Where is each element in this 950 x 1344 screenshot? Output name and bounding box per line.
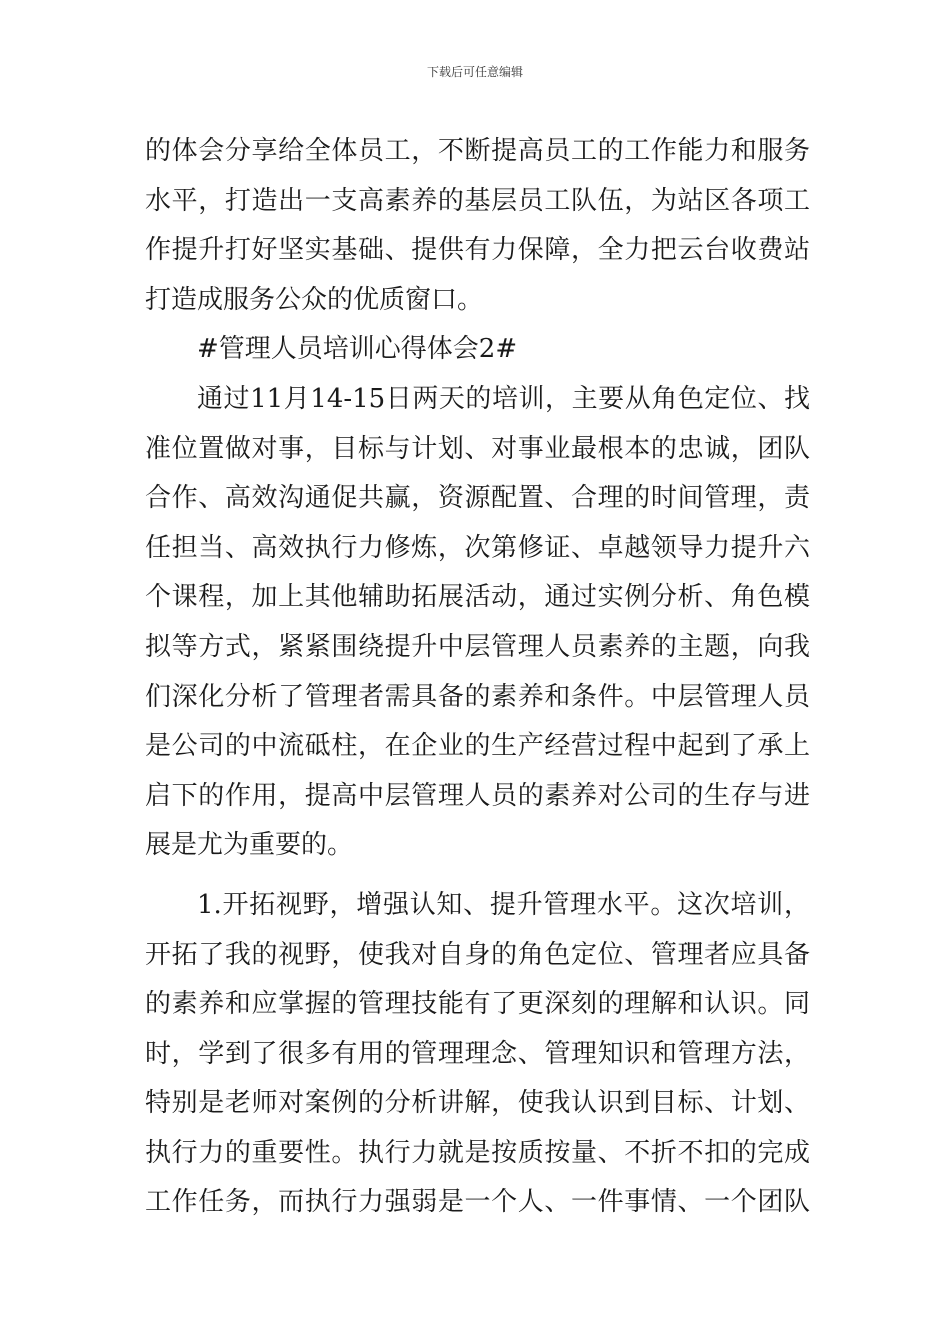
text-line: 启下的作用，提高中层管理人员的素养对公司的生存与进 xyxy=(145,780,810,811)
text-line: 1.开拓视野，增强认知、提升管理水平。这次培训， xyxy=(197,889,810,920)
text-line: 开拓了我的视野，使我对自身的角色定位、管理者应具备 xyxy=(145,939,810,970)
text-line: 作提升打好坚实基础、提供有力保障，全力把云台收费站 xyxy=(145,235,810,266)
text-line: 的素养和应掌握的管理技能有了更深刻的理解和认识。同 xyxy=(145,989,810,1020)
text-line: 执行力的重要性。执行力就是按质按量、不折不扣的完成 xyxy=(145,1137,810,1168)
document-body xyxy=(145,127,810,1228)
text-line: 拟等方式，紧紧围绕提升中层管理人员素养的主题，向我 xyxy=(145,631,810,662)
text-line: 特别是老师对案例的分析讲解，使我认识到目标、计划、 xyxy=(145,1088,810,1119)
text-line: 时，学到了很多有用的管理理念、管理知识和管理方法， xyxy=(145,1038,810,1069)
text-line: #管理人员培训心得体会2# xyxy=(197,334,518,365)
text-line: 展是尤为重要的。 xyxy=(145,830,354,861)
page-header-note: 下载后可任意编辑 xyxy=(426,65,523,79)
text-line: 个课程，加上其他辅助拓展活动，通过实例分析、角色模 xyxy=(145,582,810,613)
text-line: 们深化分析了管理者需具备的素养和条件。中层管理人员 xyxy=(145,681,810,712)
text-line: 是公司的中流砥柱，在企业的生产经营过程中起到了承上 xyxy=(145,731,810,762)
text-line: 工作任务，而执行力强弱是一个人、一件事情、一个团队 xyxy=(145,1187,810,1218)
text-line: 合作、高效沟通促共赢，资源配置、合理的时间管理，责 xyxy=(145,483,810,514)
text-line: 任担当、高效执行力修炼，次第修证、卓越领导力提升六 xyxy=(145,532,810,563)
text-line: 的体会分享给全体员工，不断提高员工的工作能力和服务 xyxy=(145,136,810,166)
text-line: 打造成服务公众的优质窗口。 xyxy=(145,284,484,315)
text-line: 准位置做对事，目标与计划、对事业最根本的忠诚，团队 xyxy=(145,433,810,464)
text-line: 通过11月14-15日两天的培训，主要从角色定位、找 xyxy=(197,383,810,414)
text-line: 水平，打造出一支高素养的基层员工队伍，为站区各项工 xyxy=(145,185,810,216)
